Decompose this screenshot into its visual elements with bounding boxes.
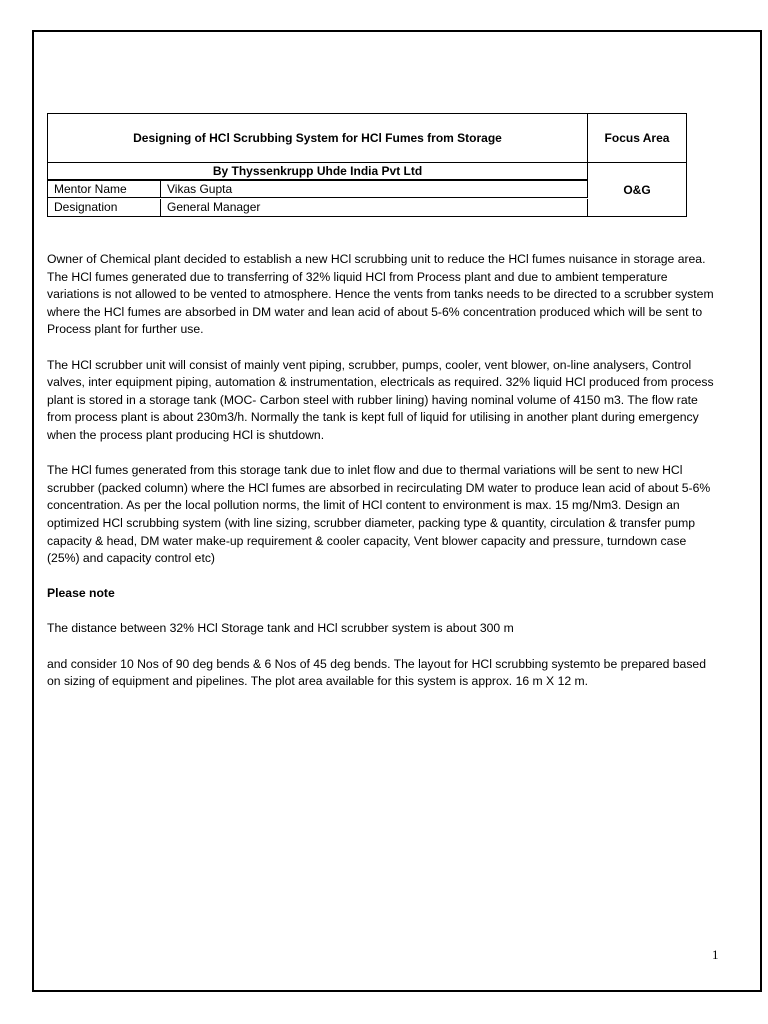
- focus-area-label: Focus Area: [588, 114, 686, 163]
- designation-row: [48, 199, 588, 216]
- page-number: 1: [712, 947, 719, 962]
- company-name: By Thyssenkrupp Uhde India Pvt Ltd: [48, 163, 588, 181]
- mentor-row: [48, 181, 588, 198]
- designation-value: General Manager: [167, 200, 261, 214]
- paragraph-unit-scope: The HCl scrubber unit will consist of mainly vent piping, scrubber, pumps, cooler, vent blower, on-line analysers, Control valves, inter equipment piping, automation & instrumentation, electricals as required. 32% liquid HCl produced from process plant is stored in a storage tank (MOC- Carbon steel with rubber lining) having nominal volume of 4150 m3. The flow rate from process plant is about 230m3/h. Normally the tank is kept full of liquid for utilising in another plant during emergency when the process plant producing HCl is shutdown.: [47, 357, 714, 442]
- paragraph-design-task: The HCl fumes generated from this storage tank due to inlet flow and due to thermal variations will be sent to new HCl scrubber (packed column) where the HCl fumes are absorbed in recirculating DM water to produce lean acid of about 5-6% concentration. As per the local pollution norms, the limit of HCl content to environment is max. 15 mg/Nm3. Design an optimized HCl scrubbing system (with line sizing, scrubber diameter, packing type & quantity, circulation & transfer pump capacity & head, DM water make-up requirement & cooler capacity, Vent blower capacity and pressure, turndown case (25%) and capacity control etc): [47, 463, 711, 566]
- document-body: [47, 251, 719, 708]
- note-distance: The distance between 32% HCl Storage tank and HCl scrubber system is about 300 m: [47, 621, 514, 636]
- designation-label: Designation: [48, 199, 161, 216]
- mentor-value: Vikas Gupta: [167, 182, 233, 196]
- focus-area-value: O&G: [623, 182, 651, 197]
- mentor-label: Mentor Name: [48, 181, 161, 197]
- paragraph-intro: Owner of Chemical plant decided to establish a new HCl scrubbing unit to reduce the HCl fumes nuisance in storage area. The HCl fumes generated due to transferring of 32% liquid HCl from Process plant and due to ambient temperature variations is not allowed to be vented to atmosphere. Hence the vents from tanks needs to be directed to a scrubber system where the HCl fumes are absorbed in DM water and lean acid of about 5-6% concentration produced which will be sent to Process plant for further use.: [47, 252, 714, 337]
- document-title: Designing of HCl Scrubbing System for HCl Fumes from Storage: [48, 114, 588, 163]
- note-layout: and consider 10 Nos of 90 deg bends & 6 Nos of 45 deg bends. The layout for HCl scrubbing systemto be prepared based on sizing of equipment and pipelines. The plot area available for this system is approx. 16 m X 12 m.: [47, 656, 706, 689]
- header-table: [47, 113, 687, 217]
- note-heading: Please note: [47, 586, 115, 601]
